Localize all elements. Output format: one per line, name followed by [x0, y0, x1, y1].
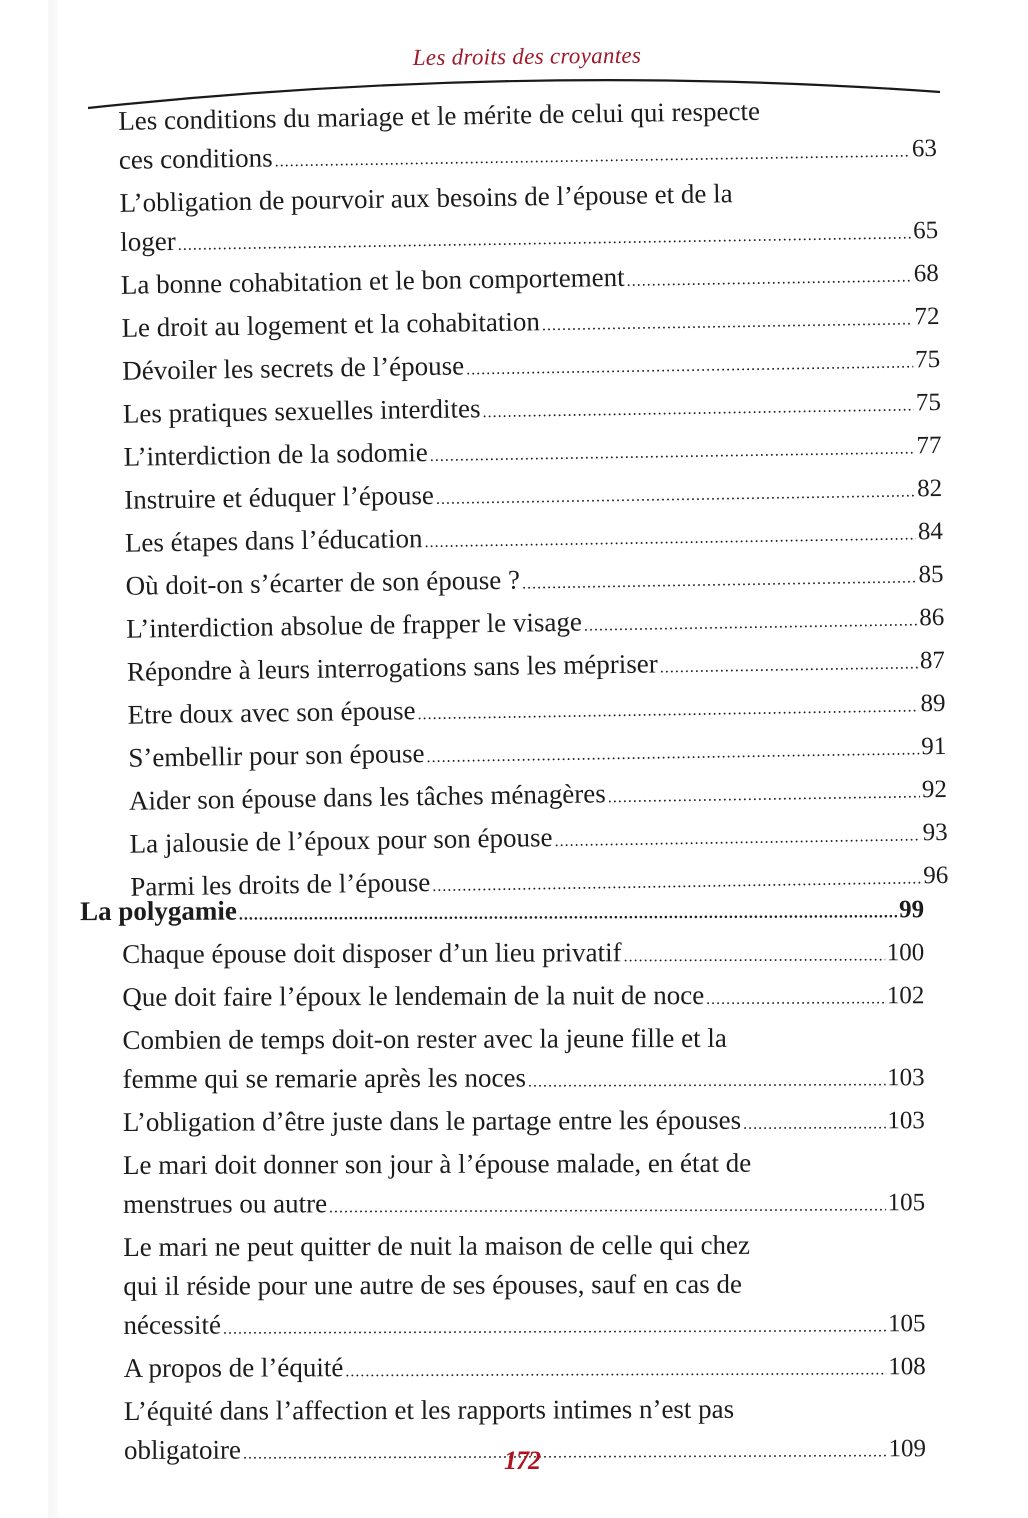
toc-entry-title: Répondre à leurs interrogations sans les mépriser: [126, 648, 658, 687]
toc-entry: [112, 1018, 924, 1103]
toc-entry-page: 87: [919, 646, 946, 675]
toc-entry: [109, 171, 938, 266]
toc-entry-page: 91: [921, 732, 947, 761]
toc-entry-title: L’obligation d’être juste dans le partage entre les épouses: [122, 1104, 742, 1137]
toc-entry-title: La jalousie de l’époux pour son épouse: [129, 822, 553, 859]
toc-entry-title: loger: [119, 225, 176, 257]
toc-entry-title-line: Le mari ne peut quitter de nuit la maison de celle qui chez: [123, 1229, 751, 1262]
toc-entry-page: 105: [887, 1189, 926, 1217]
dot-leader: [608, 773, 921, 817]
toc-entry-line: [123, 1182, 925, 1228]
toc-entry-line: [123, 1303, 925, 1349]
toc-entry-page: 93: [922, 818, 948, 847]
dot-leader: [239, 893, 897, 934]
toc-entry-title-line: L’obligation de pourvoir aux besoins de l’épouse et de la: [119, 178, 733, 218]
toc-entry-page: 86: [918, 603, 945, 632]
toc-entry-title: A propos de l’équité: [123, 1352, 344, 1383]
dot-leader: [528, 1061, 885, 1101]
toc-entry: [113, 1100, 925, 1146]
toc-entry-page: 85: [918, 560, 944, 589]
toc-entry-page: 68: [913, 259, 940, 288]
toc-entry-line: [122, 932, 924, 978]
toc-entry-line: [123, 1057, 925, 1103]
toc-entry-line: [122, 975, 924, 1021]
toc-entry: [113, 1225, 925, 1349]
toc-entry-title: nécessité: [123, 1309, 222, 1340]
toc-entry-title: Etre doux avec son épouse: [127, 695, 416, 730]
dot-leader: [223, 1307, 886, 1348]
running-head: Les droits des croyantes: [412, 42, 642, 71]
toc-entry-title: Dévoiler les secrets de l’épouse: [121, 350, 465, 386]
toc-entry: [112, 932, 924, 978]
toc-entry-title-line: qui il réside pour une autre de ses épouses, sauf en cas de: [123, 1268, 742, 1301]
toc-entry-title: Le droit au logement et la cohabitation: [121, 306, 541, 343]
toc-entry-page: 84: [917, 517, 944, 546]
toc-entry-page: 75: [914, 345, 941, 374]
toc-entry-title: L’interdiction de la sodomie: [123, 437, 428, 472]
toc-entry-title-line: Combien de temps doit-on rester avec la jeune fille et la: [122, 1022, 727, 1055]
toc-entry: [108, 89, 937, 184]
toc-entry-title: obligatoire: [123, 1434, 241, 1465]
toc-entry: [113, 1143, 925, 1228]
toc-entry-title: Les étapes dans l’éducation: [124, 523, 423, 558]
toc-entry-title: Chaque épouse doit disposer d’un lieu privatif: [122, 937, 622, 969]
toc-entry-title: Instruire et éduquer l’épouse: [124, 479, 435, 515]
toc-entry-title-line: Les conditions du mariage et le mérite de celui qui respecte: [118, 95, 761, 136]
toc-entry-page: 109: [888, 1435, 926, 1463]
toc-entry-page: 72: [914, 302, 940, 331]
dot-leader: [542, 300, 913, 345]
toc-entry-page: 103: [887, 1107, 925, 1135]
toc-entry: [112, 975, 924, 1021]
toc-entry-title-line: Le mari doit donner son jour à l’épouse malade, en état de: [122, 1147, 752, 1180]
toc-entry-title: Parmi les droits de l’épouse: [130, 867, 431, 902]
page-number: 172: [504, 1446, 540, 1475]
toc-entry-line: [124, 1346, 926, 1392]
toc-entry-title: La bonne cohabitation et le bon comportement: [120, 261, 625, 300]
toc-entry-page: 82: [916, 474, 943, 503]
toc-entry-title: Les pratiques sexuelles interdites: [122, 393, 481, 429]
toc-entry-page: 63: [911, 134, 938, 163]
toc-entry-page: 103: [887, 1064, 925, 1092]
toc-entry-line: [123, 1100, 925, 1146]
table-of-contents-lower: [80, 889, 926, 1474]
dot-leader: [329, 1186, 886, 1227]
toc-entry-title: femme qui se remarie après les noces: [122, 1062, 527, 1094]
toc-entry-line: [80, 889, 924, 935]
toc-chapter-entry: [80, 889, 924, 935]
toc-entry-page: 105: [887, 1310, 926, 1338]
toc-entry-page: 77: [916, 431, 942, 460]
toc-entry-title: Aider son épouse dans les tâches ménagères: [128, 778, 606, 816]
toc-entry-page: 96: [923, 861, 949, 890]
toc-entry-page: 89: [920, 689, 946, 718]
dot-leader: [584, 601, 918, 645]
toc-entry-page: 65: [912, 216, 939, 245]
dot-leader: [624, 936, 885, 976]
toc-entry-title: Que doit faire l’époux le lendemain de la nuit de noce: [122, 979, 705, 1012]
toc-entry-page: 108: [888, 1353, 926, 1381]
toc-entry-title: L’interdiction absolue de frapper le visage: [126, 606, 583, 644]
toc-entry-title-line: L’équité dans l’affection et les rapports intimes n’est pas: [123, 1393, 735, 1426]
toc-entry: [114, 1346, 926, 1392]
toc-entry-page: 92: [921, 775, 948, 804]
dot-leader: [482, 386, 914, 432]
dot-leader: [706, 979, 885, 1019]
dot-leader: [522, 558, 917, 603]
toc-entry-title: ces conditions: [118, 142, 273, 175]
dot-leader: [345, 1350, 886, 1391]
dot-leader: [743, 1104, 885, 1143]
toc-entry-page: 100: [886, 939, 925, 967]
toc-entry-page: 75: [915, 388, 942, 417]
toc-entry-title: Où doit-on s’écarter de son épouse ?: [125, 564, 521, 601]
page-gutter-shadow: [48, 0, 58, 1518]
toc-entry-title: menstrues ou autre: [123, 1188, 328, 1219]
dot-leader: [554, 816, 921, 861]
toc-entry-page: 99: [899, 896, 925, 924]
toc-entry-title: La polygamie: [80, 895, 237, 927]
toc-entry-page: 102: [886, 982, 925, 1010]
dot-leader: [626, 257, 912, 300]
table-of-contents-upper: [108, 89, 949, 911]
toc-entry-title: S’embellir pour son épouse: [128, 738, 425, 773]
dot-leader: [660, 644, 919, 687]
